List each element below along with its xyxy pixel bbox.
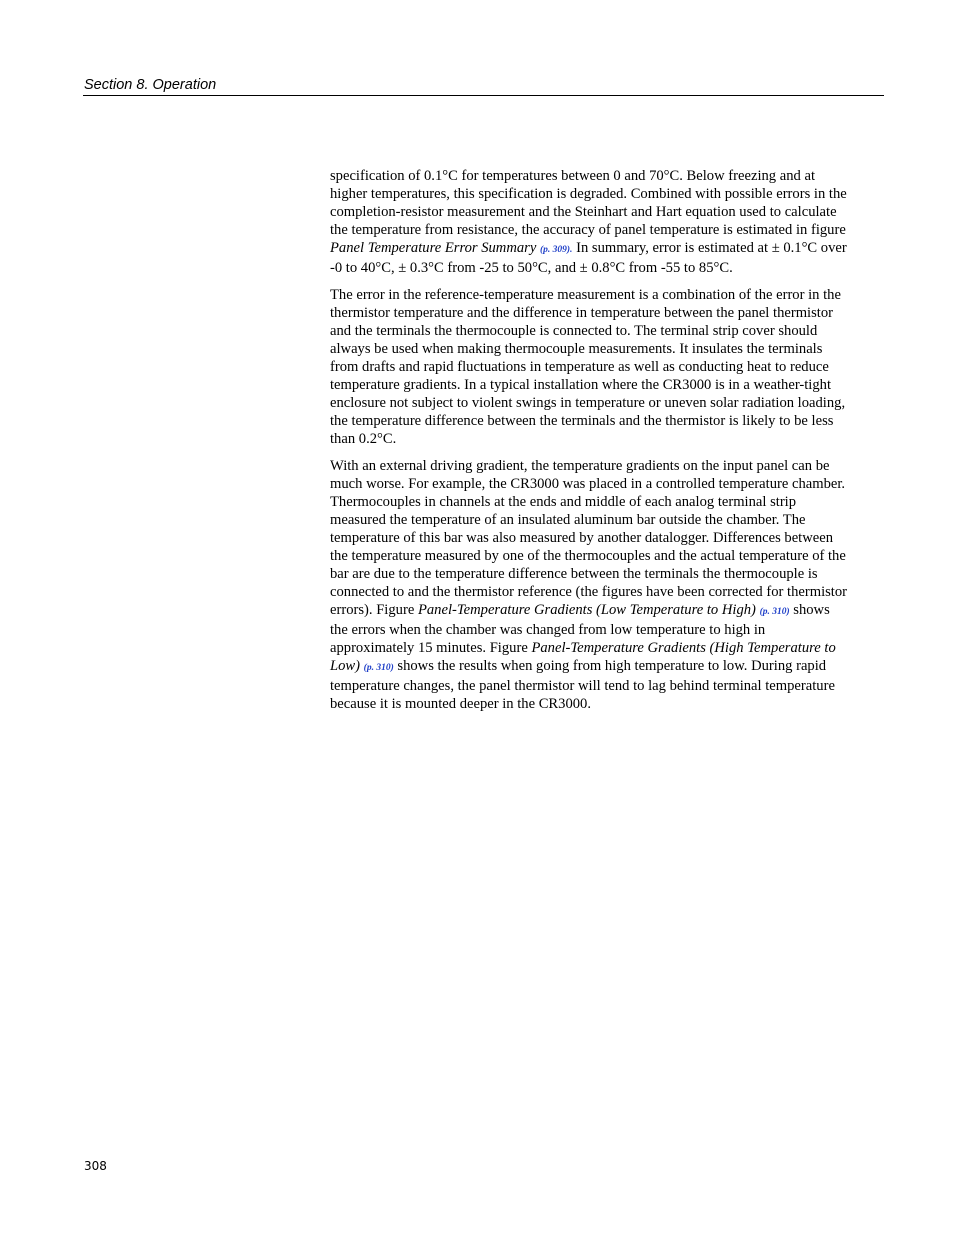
paragraph-text: shows the errors when the chamber was changed from low temperature to high in approximately 15 minutes. Figure — [330, 602, 830, 656]
page-link-310-high-to-low[interactable]: (p. 310) — [363, 663, 394, 673]
paragraph-3 — [330, 457, 850, 713]
paragraph-text: specification of 0.1°C for temperatures between 0 and 70°C. Below freezing and at higher temperatures, this specification is degraded. Combined with possible errors in the completion-resistor measurement and the Steinhart and Hart equation used to calculate the temperature from resistance, the accuracy of panel temperature is estimated in figure — [330, 168, 847, 238]
page-number: 308 — [84, 1159, 107, 1173]
paragraph-text: With an external driving gradient, the temperature gradients on the input panel can be much worse. For example, the CR3000 was placed in a controlled temperature chamber. Thermocouples in channels at the ends and middle of each analog terminal strip measured the temperature of an insulated aluminum bar outside the chamber. The temperature of this bar was also measured by another datalogger. Differences between the temperature measured by one of the thermocouples and the actual temperature of the bar are due to the temperature difference between the terminals the thermocouple is connected to and the thermistor reference (the figures have been corrected for thermistor errors). Figure — [330, 458, 848, 618]
paragraph-text: In summary, error is estimated at ± 0.1°C over -0 to 40°C, ± 0.3°C from -25 to 50°C, and ± 0.8°C from -55 to 85°C. — [330, 240, 847, 276]
paragraph-text: The error in the reference-temperature measurement is a combination of the error in the thermistor temperature and the difference in temperature between the panel thermistor and the terminals the thermocouple is connected to. The terminal strip cover should always be used when making thermocouple measurements. It insulates the terminals from drafts and rapid fluctuations in temperature as well as conducting heat to reduce temperature gradients. In a typical installation where the CR3000 is in a weather-tight enclosure not subject to violent swings in temperature or uneven solar radiation loading, the temperature difference between the terminals and the thermistor is likely to be less than 0.2°C. — [330, 287, 846, 447]
page-link-310-low-to-high[interactable]: (p. 310) — [759, 607, 790, 617]
paragraph-1 — [330, 167, 850, 277]
figure-reference-high-to-low: Panel-Temperature Gradients (High Temperature to Low) — [330, 640, 836, 674]
figure-reference-panel-temperature-error-summary: Panel Temperature Error Summary — [330, 240, 537, 256]
paragraph-text: shows the results when going from high temperature to low. During rapid temperature changes, the panel thermistor will tend to lag behind terminal temperature because it is mounted deeper in the CR3000. — [330, 658, 835, 712]
body-text — [330, 167, 850, 722]
running-header — [83, 76, 884, 96]
figure-reference-low-to-high: Panel-Temperature Gradients (Low Temperature to High) — [417, 602, 756, 618]
paragraph-2 — [330, 286, 850, 448]
page-link-309[interactable]: (p. 309). — [539, 245, 573, 255]
section-title: Section 8. Operation — [84, 77, 217, 93]
